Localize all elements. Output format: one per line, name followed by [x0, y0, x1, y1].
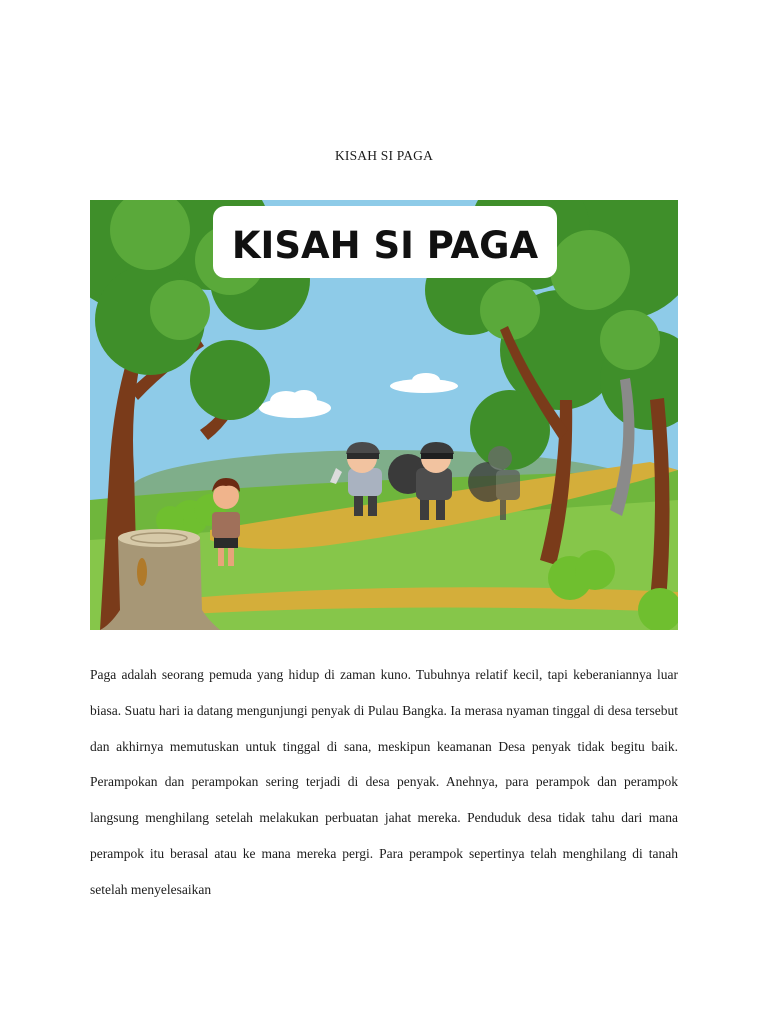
document-title: KISAH SI PAGA — [334, 148, 434, 163]
banner-title: KISAH SI PAGA — [231, 224, 539, 267]
forest-scene — [90, 200, 678, 630]
story-paragraph: Paga adalah seorang pemuda yang hidup di zaman kuno. Tubuhnya relatif kecil, tapi keberaniannya luar biasa. Suatu hari ia datang mengunjungi penyak di Pulau Bangka. Ia merasa nyaman tinggal di desa tersebut dan akhirnya memutuskan untuk tinggal di sana, meskipun keamanan Desa penyak tidak begitu baik. Perampokan dan perampokan sering terjadi di desa penyak. Anehnya, para perampok dan perampok langsung menghilang setelah melakukan perbuatan jahat mereka. Penduduk desa tidak tahu dari mana perampok itu berasal atau ke mana mereka pergi. Para perampok sepertinya telah menghilang di tanah setelah menyelesaikan — [90, 667, 678, 897]
story-illustration — [90, 200, 678, 630]
